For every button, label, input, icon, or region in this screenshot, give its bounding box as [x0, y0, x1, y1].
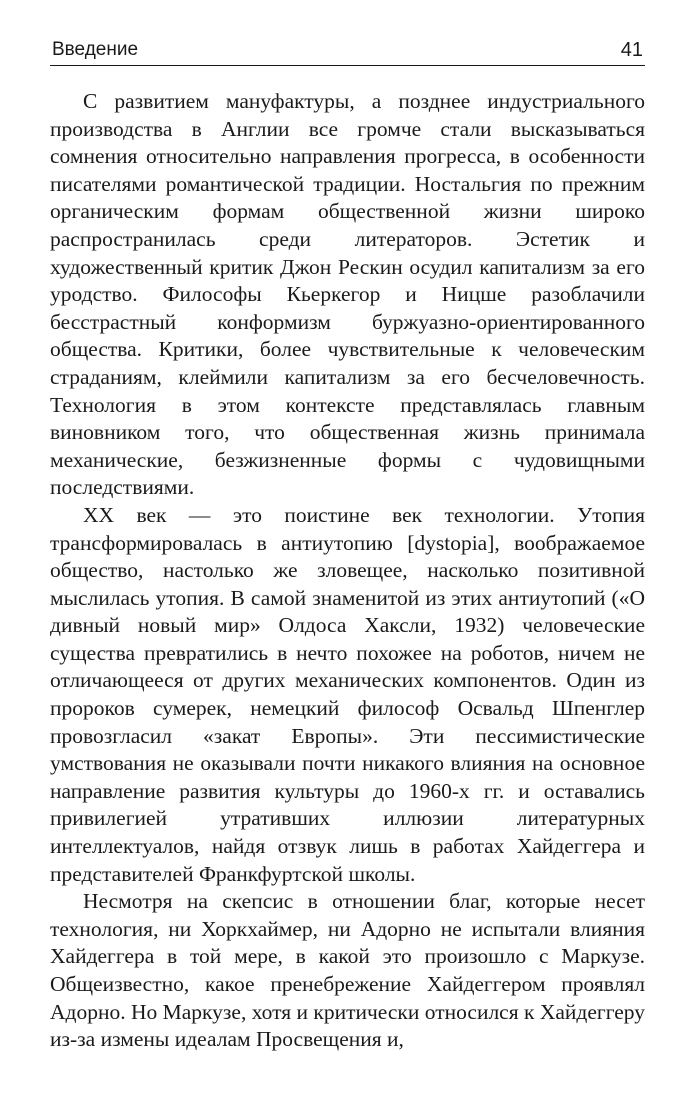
paragraph: XX век — это поистине век технологии. Утопия трансформировалась в антиутопию [dystopia], воображаемое общество, настолько же зловещее, насколько позитивной мыслилась утопия. В самой знаменитой из этих антиутопий («О дивный новый мир» Олдоса Хаксли, 1932) человеческие существа превратились в нечто похожее на роботов, ничем не отличающееся от других механических компонентов. Один из пророков сумерек, немецкий философ Освальд Шпенглер провозгласил «закат Европы». Эти пессимистические умствования не оказывали почти никакого влияния на основное направление развития культуры до 1960-х гг. и оставались привилегией утративших иллюзии литературных интеллектуалов, найдя отзвук лишь в работах Хайдеггера и представителей Франкфуртской школы.	[50, 502, 645, 886]
body-text	[50, 88, 645, 1054]
section-title: Введение	[52, 39, 139, 60]
running-header	[50, 38, 645, 66]
paragraph: С развитием мануфактуры, а позднее индустриального производства в Англии все громче стали высказываться сомнения относительно направления прогресса, в особенности писателями романтической традиции. Ностальгия по прежним органическим формам общественной жизни широко распространилась среди литераторов. Эстетик и художественный критик Джон Рескин осудил капитализм за его уродство. Философы Кьеркегор и Ницше разоблачили бесстрастный конформизм буржуазно-ориентированного общества. Критики, более чувствительные к человеческим страданиям, клеймили капитализм за его бесчеловечность. Технология в этом контексте представлялась главным виновником того, что общественная жизнь принимала механические, безжизненные формы с чудовищными последствиями.	[50, 89, 645, 500]
book-page	[50, 38, 645, 1054]
page-number: 41	[620, 39, 643, 61]
paragraph: Несмотря на скепсис в отношении благ, которые несет технология, ни Хоркхаймер, ни Адорно не испытали влияния Хайдеггера в той мере, в какой это произошло с Маркузе. Общеизвестно, какое пренебрежение Хайдеггером проявлял Адорно. Но Маркузе, хотя и критически относился к Хайдеггеру из-за измены идеалам Просвещения и,	[50, 889, 645, 1052]
